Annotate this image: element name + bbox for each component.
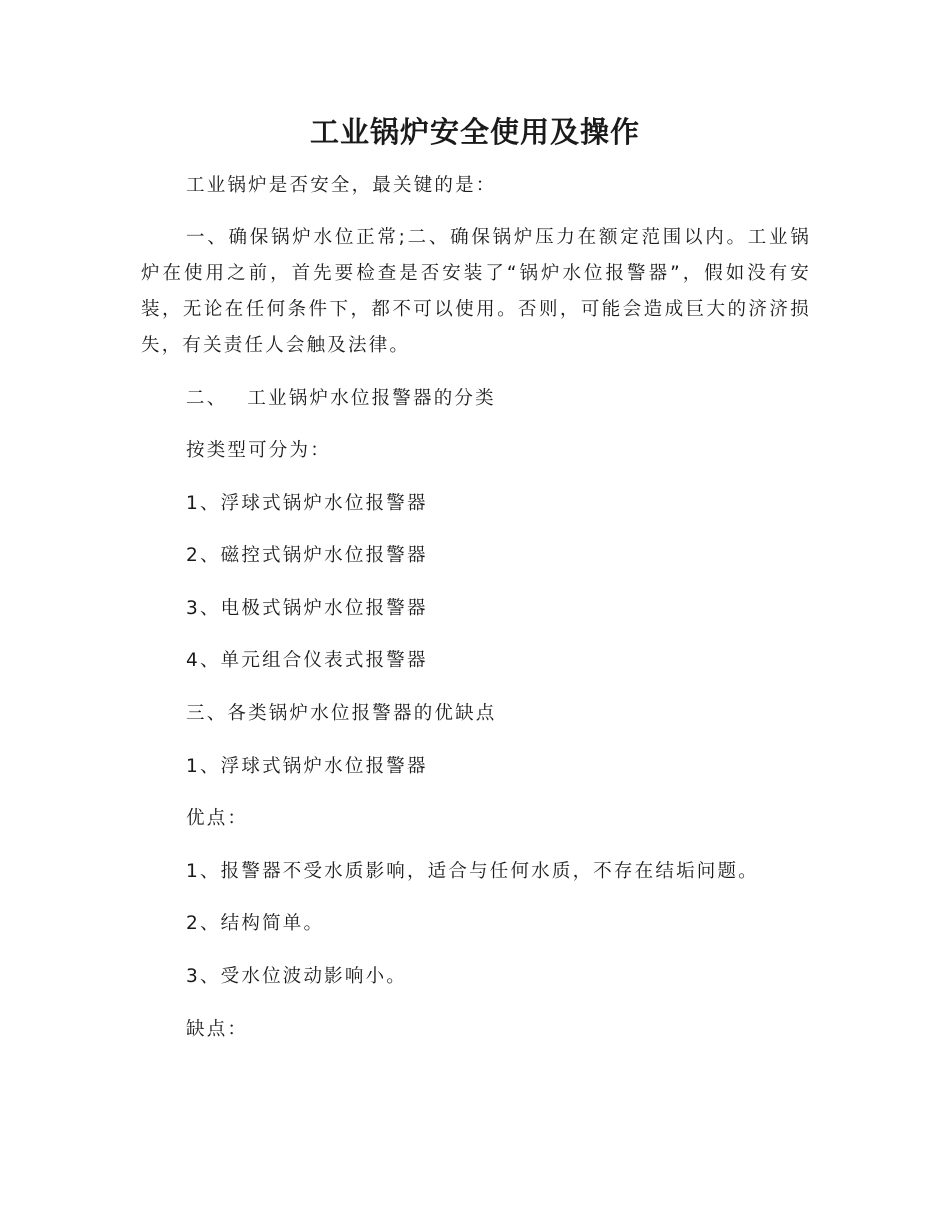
paragraph-intro: 工业锅炉是否安全，最关键的是： [186,175,497,196]
list-item: 1、报警器不受水质影响，适合与任何水质，不存在结垢问题。 [186,861,759,882]
subheading-float-type: 1、浮球式锅炉水位报警器 [186,756,428,777]
paragraph-by-type: 按类型可分为： [186,440,331,461]
heading-section-2 [141,381,811,417]
document-title: 工业锅炉安全使用及操作 [309,115,640,149]
list-item: 1、浮球式锅炉水位报警器 [186,493,428,514]
list-item: 2、磁控式锅炉水位报警器 [186,545,428,566]
paragraph-key-points: 一、确保锅炉水位正常;二、确保锅炉压力在额定范围以内。工业锅炉在使用之前，首先要检查是否安装了“锅炉水位报警器”，假如没有安装，无论在任何条件下，都不可以使用。否则，可能会造成巨大的济济损失，有关责任人会触及法律。 [141,227,811,356]
label-disadvantages: 缺点： [186,1019,249,1040]
heading-section-2-text: 工业锅炉水位报警器的分类 [247,388,496,409]
label-advantages: 优点： [186,808,249,829]
list-item: 3、电极式锅炉水位报警器 [186,598,428,619]
list-item: 2、结构简单。 [186,913,325,934]
heading-section-2-number: 二、 [186,388,228,409]
heading-section-3: 三、各类锅炉水位报警器的优缺点 [186,703,497,724]
list-item: 3、受水位波动影响小。 [186,966,407,987]
list-item: 4、单元组合仪表式报警器 [186,650,428,671]
